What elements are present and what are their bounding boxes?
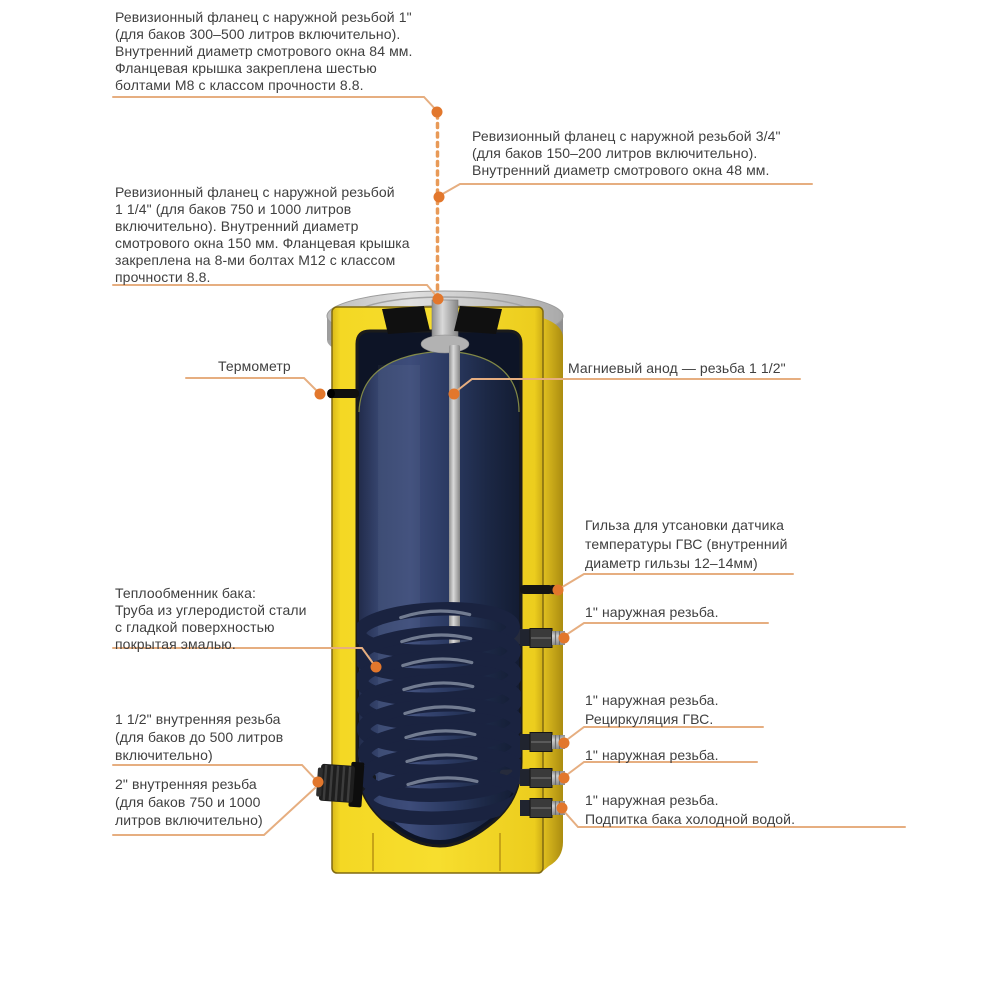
fitting-recirculation [520, 733, 565, 752]
label-thermometer: Термометр [218, 358, 291, 374]
sensor-sleeve-probe [520, 585, 558, 594]
fitting-coil-supply [520, 629, 565, 648]
fitting-coil-return [520, 769, 565, 788]
label-thread-1-top: 1" наружная резьба. [585, 604, 719, 620]
label-sensor-sleeve: Гильза для утсановки датчика температуры ГВС (внутренний диаметр гильзы 12–14мм) [585, 517, 788, 571]
thermometer-probe [327, 389, 359, 398]
label-flange-1-1-4: Ревизионный фланец с наружной резьбой 1 1/4" (для баков 750 и 1000 литров включительно). Внутренний диаметр смотрового окна 150 мм. Фланцевая крышка закреплена на 8-ми болтах М12 с классом прочности 8.8. [115, 184, 410, 285]
label-recirculation: 1" наружная резьба. Рециркуляция ГВС. [585, 692, 719, 727]
label-thread-2: 2" внутренняя резьба (для баков 750 и 1000 литров включительно) [115, 776, 263, 828]
label-anode: Магниевый анод — резьба 1 1/2" [568, 360, 786, 376]
label-flange-1: Ревизионный фланец с наружной резьбой 1" (для баков 300–500 литров включительно). Внутренний диаметр смотрового окна 84 мм. Фланцевая крышка закреплена шестью болтами М8 с классом прочности 8.8. [115, 9, 413, 93]
label-heat-exchanger: Теплообменник бака: Труба из углеродистой стали с гладкой поверхностью покрытая эмалью. [115, 585, 307, 652]
label-thread-1-mid: 1" наружная резьба. [585, 747, 719, 763]
label-thread-1-1-2: 1 1/2" внутренняя резьба (для баков до 500 литров включительно) [115, 711, 284, 763]
label-cold-feed: 1" наружная резьба. Подпитка бака холодной водой. [585, 792, 796, 827]
label-flange-3-4: Ревизионный фланец с наружной резьбой 3/4" (для баков 150–200 литров включительно). Внутренний диаметр смотрового окна 48 мм. [472, 128, 781, 178]
